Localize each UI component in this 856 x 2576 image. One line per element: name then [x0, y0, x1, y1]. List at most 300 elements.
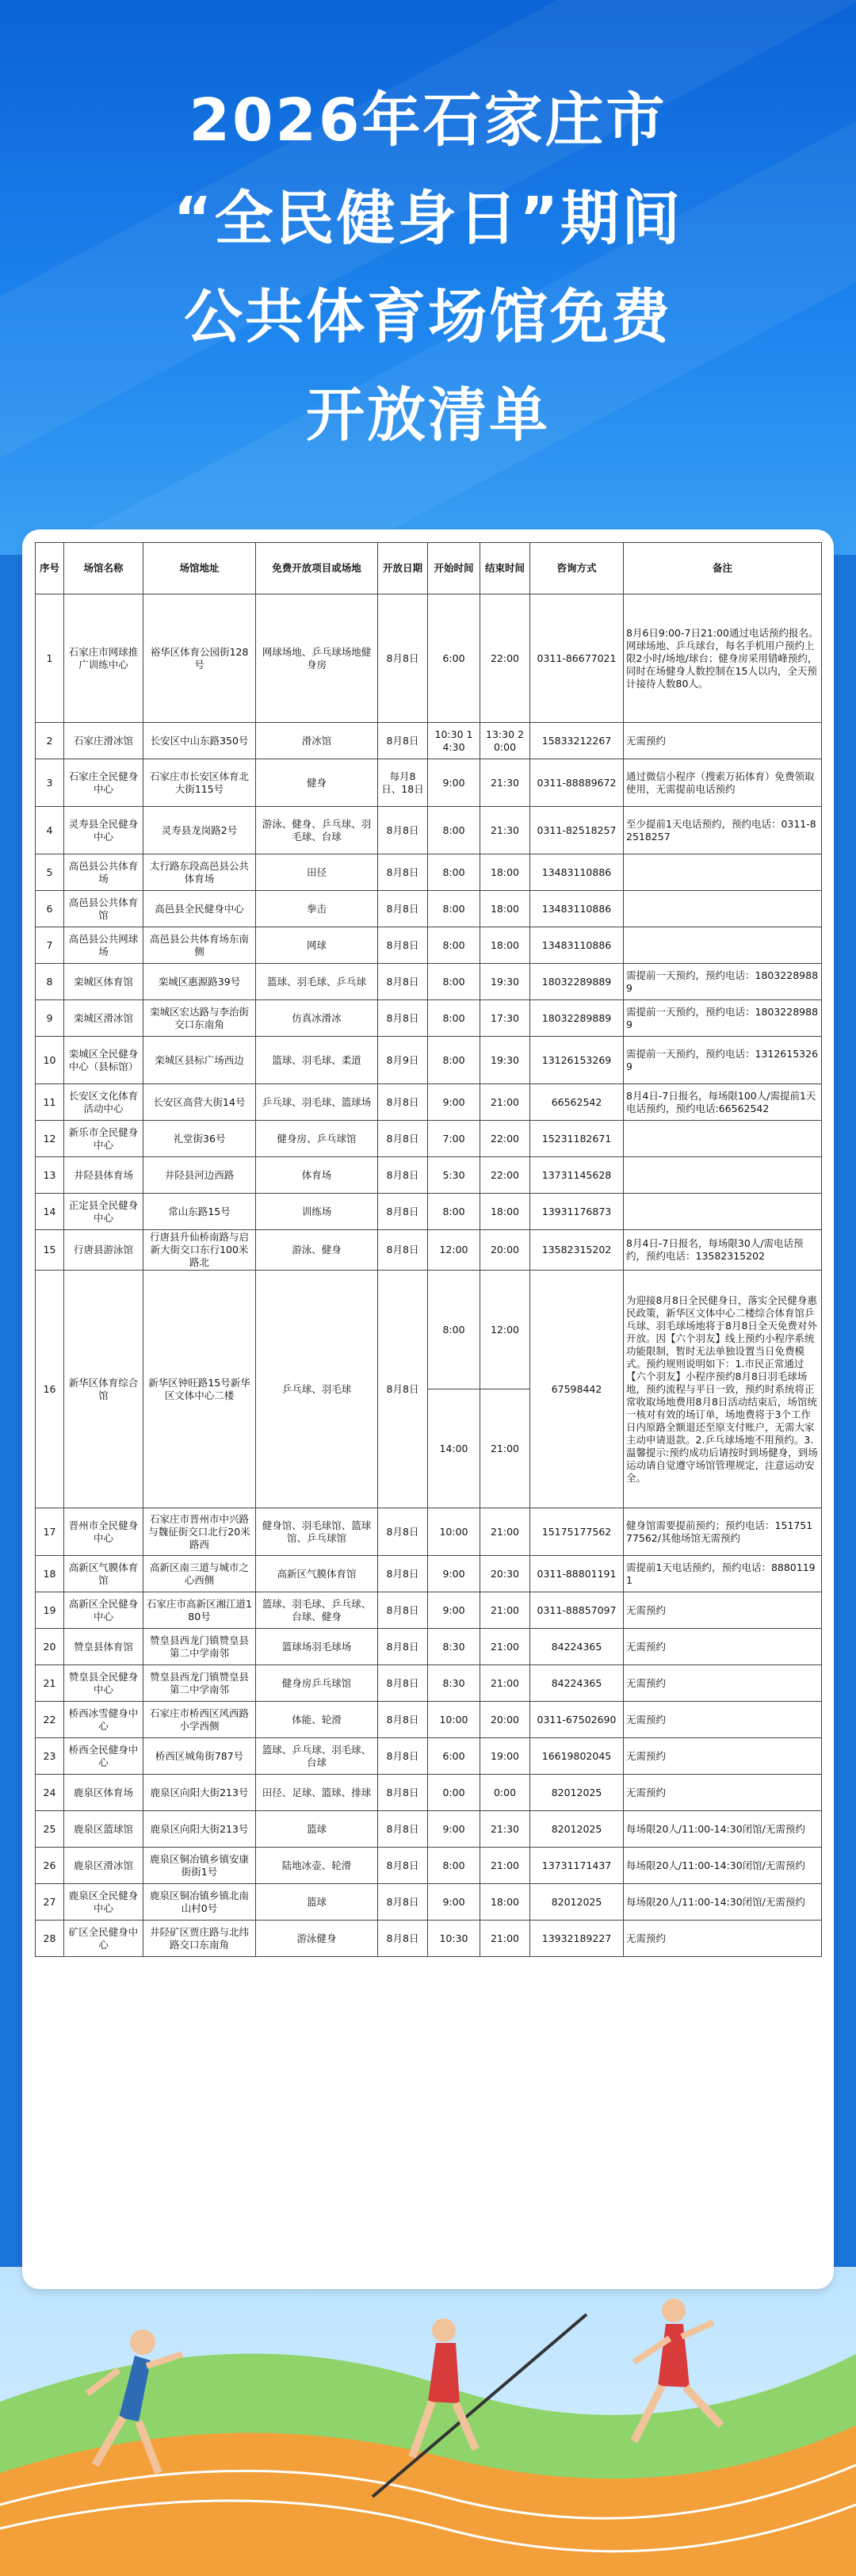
cell-venue-name: 高邑县公共网球场	[64, 927, 143, 964]
cell-phone: 84224365	[530, 1629, 624, 1665]
cell-address: 石家庄市晋州市中兴路与魏征街交口北行20米路西	[143, 1508, 256, 1556]
cell-end-time: 20:00	[480, 1702, 530, 1738]
table-row	[36, 1921, 822, 1957]
cell-start-time: 8:00	[428, 891, 480, 927]
cell-address: 高邑县全民健身中心	[143, 891, 256, 927]
cell-items: 篮球、羽毛球、柔道	[256, 1037, 378, 1084]
cell-venue-name: 桥西全民健身中心	[64, 1738, 143, 1775]
table-row	[36, 1157, 822, 1194]
page-title	[0, 71, 856, 464]
cell-end-time: 21:00	[480, 1848, 530, 1884]
cell-start-time: 9:00	[428, 1884, 480, 1921]
cell-no: 7	[36, 927, 64, 964]
cell-no: 23	[36, 1738, 64, 1775]
cell-date: 8月8日	[378, 1592, 428, 1629]
cell-items: 健身房乒乓球馆	[256, 1665, 378, 1702]
cell-items: 健身	[256, 759, 378, 807]
cell-items: 体育场	[256, 1157, 378, 1194]
cell-phone: 13582315202	[530, 1230, 624, 1271]
cell-note: 至少提前1天电话预约，预约电话：0311-82518257	[624, 807, 822, 854]
cell-end-time: 22:00	[480, 1121, 530, 1157]
cell-date: 8月8日	[378, 1000, 428, 1037]
table-row	[36, 1811, 822, 1848]
cell-address: 栾城区县标广场西边	[143, 1037, 256, 1084]
table-row	[36, 1775, 822, 1811]
cell-phone: 18032289889	[530, 964, 624, 1000]
cell-phone: 15231182671	[530, 1121, 624, 1157]
cell-note: 无需预约	[624, 1775, 822, 1811]
cell-venue-name: 高新区气膜体育馆	[64, 1556, 143, 1592]
cell-start-time: 14:00	[428, 1389, 480, 1508]
cell-note: 健身馆需要提前预约；预约电话：15175177562/其他场馆无需预约	[624, 1508, 822, 1556]
cell-items: 篮球	[256, 1811, 378, 1848]
cell-phone: 0311-67502690	[530, 1702, 624, 1738]
cell-no: 17	[36, 1508, 64, 1556]
cell-start-time: 7:00	[428, 1121, 480, 1157]
cell-no: 6	[36, 891, 64, 927]
cell-no: 21	[36, 1665, 64, 1702]
cell-start-time: 9:00	[428, 1084, 480, 1121]
table-row	[36, 1084, 822, 1121]
cell-note: 无需预约	[624, 1921, 822, 1957]
cell-phone: 0311-88801191	[530, 1556, 624, 1592]
cell-items: 田径、足球、篮球、排球	[256, 1775, 378, 1811]
cell-no: 1	[36, 594, 64, 723]
cell-end-time: 21:00	[480, 1084, 530, 1121]
cell-phone: 13483110886	[530, 854, 624, 891]
cell-items: 体能、轮滑	[256, 1702, 378, 1738]
cell-items: 训练场	[256, 1194, 378, 1230]
cell-start-time: 6:00	[428, 594, 480, 723]
cell-date: 8月8日	[378, 1811, 428, 1848]
table-row	[36, 964, 822, 1000]
cell-end-time: 19:30	[480, 964, 530, 1000]
cell-items: 游泳、健身、乒乓球、羽毛球、台球	[256, 807, 378, 854]
cell-date: 8月8日	[378, 1271, 428, 1508]
cell-venue-name: 鹿泉区篮球馆	[64, 1811, 143, 1848]
cell-no: 10	[36, 1037, 64, 1084]
table-row	[36, 759, 822, 807]
cell-items: 田径	[256, 854, 378, 891]
cell-items: 游泳健身	[256, 1921, 378, 1957]
cell-start-time: 8:00	[428, 964, 480, 1000]
cell-venue-name: 赞皇县全民健身中心	[64, 1665, 143, 1702]
cell-items: 仿真冰滑冰	[256, 1000, 378, 1037]
cell-venue-name: 矿区全民健身中心	[64, 1921, 143, 1957]
header-note: 备注	[624, 543, 822, 594]
cell-phone: 82012025	[530, 1884, 624, 1921]
cell-date: 8月8日	[378, 807, 428, 854]
cell-venue-name: 鹿泉区全民健身中心	[64, 1884, 143, 1921]
cell-no: 15	[36, 1230, 64, 1271]
cell-date: 8月8日	[378, 1629, 428, 1665]
table-row	[36, 854, 822, 891]
cell-venue-name: 新乐市全民健身中心	[64, 1121, 143, 1157]
cell-phone: 13126153269	[530, 1037, 624, 1084]
cell-start-time: 9:00	[428, 759, 480, 807]
title-line: “全民健身日”期间	[173, 185, 683, 253]
cell-phone: 84224365	[530, 1665, 624, 1702]
cell-venue-name: 桥西冰雪健身中心	[64, 1702, 143, 1738]
header-address: 场馆地址	[143, 543, 256, 594]
cell-venue-name: 鹿泉区滑冰馆	[64, 1848, 143, 1884]
cell-items: 健身馆、羽毛球馆、篮球馆、乒乓球馆	[256, 1508, 378, 1556]
header-items: 免费开放项目或场地	[256, 543, 378, 594]
cell-start-time: 8:00	[428, 1000, 480, 1037]
cell-address: 鹿泉区向阳大街213号	[143, 1811, 256, 1848]
cell-address: 井陉矿区贾庄路与北纬路交口东南角	[143, 1921, 256, 1957]
cell-start-time: 8:30	[428, 1665, 480, 1702]
cell-phone: 15175177562	[530, 1508, 624, 1556]
cell-date: 8月8日	[378, 1556, 428, 1592]
cell-venue-name: 石家庄全民健身中心	[64, 759, 143, 807]
cell-note	[624, 1157, 822, 1194]
cell-no: 18	[36, 1556, 64, 1592]
cell-note: 每场限20人/11:00-14:30闭馆/无需预约	[624, 1884, 822, 1921]
cell-end-time: 21:30	[480, 807, 530, 854]
cell-date: 8月8日	[378, 1702, 428, 1738]
cell-no: 8	[36, 964, 64, 1000]
cell-note: 需提前1天电话预约，预约电话：88801191	[624, 1556, 822, 1592]
cell-no: 2	[36, 723, 64, 759]
header-phone: 咨询方式	[530, 543, 624, 594]
cell-items: 健身房、乒乓球馆	[256, 1121, 378, 1157]
cell-venue-name: 井陉县体育场	[64, 1157, 143, 1194]
cell-start-time: 8:00	[428, 807, 480, 854]
cell-end-time: 17:30	[480, 1000, 530, 1037]
cell-date: 8月8日	[378, 1884, 428, 1921]
cell-note: 8月4日-7日报名，每场限100人/需提前1天电话预约，预约电话:66562542	[624, 1084, 822, 1121]
cell-items: 乒乓球、羽毛球、篮球场	[256, 1084, 378, 1121]
cell-note	[624, 854, 822, 891]
cell-venue-name: 赞皇县体育馆	[64, 1629, 143, 1665]
cell-start-time: 8:00	[428, 1194, 480, 1230]
cell-address: 高新区南三道与城市之心西侧	[143, 1556, 256, 1592]
cell-venue-name: 晋州市全民健身中心	[64, 1508, 143, 1556]
table-row	[36, 927, 822, 964]
cell-end-time: 18:00	[480, 1194, 530, 1230]
cell-end-time: 18:00	[480, 1884, 530, 1921]
cell-no: 25	[36, 1811, 64, 1848]
cell-address: 赞皇县西龙门镇赞皇县第二中学南邻	[143, 1665, 256, 1702]
cell-end-time: 18:00	[480, 854, 530, 891]
cell-note: 无需预约	[624, 1702, 822, 1738]
cell-end-time: 21:30	[480, 1811, 530, 1848]
cell-end-time: 18:00	[480, 891, 530, 927]
cell-date: 8月8日	[378, 594, 428, 723]
cell-note: 8月4日-7日报名，每场限30人/需电话预约，预约电话：13582315202	[624, 1230, 822, 1271]
table-row	[36, 807, 822, 854]
cell-end-time: 21:00	[480, 1629, 530, 1665]
cell-venue-name: 栾城区全民健身中心（县标馆）	[64, 1037, 143, 1084]
cell-venue-name: 长安区文化体育活动中心	[64, 1084, 143, 1121]
table-body	[36, 594, 822, 1957]
cell-address: 长安区中山东路350号	[143, 723, 256, 759]
cell-phone: 16619802045	[530, 1738, 624, 1775]
cell-end-time: 21:00	[480, 1592, 530, 1629]
table-row	[36, 1702, 822, 1738]
cell-address: 鹿泉区向阳大街213号	[143, 1775, 256, 1811]
table-header-row	[36, 543, 822, 594]
cell-no: 22	[36, 1702, 64, 1738]
cell-date: 8月8日	[378, 1230, 428, 1271]
header-venue-name: 场馆名称	[64, 543, 143, 594]
table-row	[36, 1037, 822, 1084]
cell-phone: 13731171437	[530, 1848, 624, 1884]
cell-phone: 82012025	[530, 1811, 624, 1848]
footer-illustration	[0, 2267, 856, 2576]
cell-no: 13	[36, 1157, 64, 1194]
cell-address: 高邑县公共体育场东南侧	[143, 927, 256, 964]
cell-phone: 13483110886	[530, 927, 624, 964]
cell-end-time: 18:00	[480, 927, 530, 964]
cell-note	[624, 927, 822, 964]
cell-phone: 82012025	[530, 1775, 624, 1811]
cell-end-time: 22:00	[480, 594, 530, 723]
table-row	[36, 1629, 822, 1665]
cell-no: 3	[36, 759, 64, 807]
cell-end-time: 12:00	[480, 1271, 530, 1389]
cell-end-time: 21:30	[480, 759, 530, 807]
cell-items: 游泳、健身	[256, 1230, 378, 1271]
table-row	[36, 1194, 822, 1230]
cell-end-time: 19:00	[480, 1738, 530, 1775]
cell-date: 8月8日	[378, 927, 428, 964]
table-row	[36, 1556, 822, 1592]
table-row	[36, 1848, 822, 1884]
cell-phone: 0311-88857097	[530, 1592, 624, 1629]
table-row	[36, 891, 822, 927]
cell-start-time: 10:00	[428, 1702, 480, 1738]
cell-date: 8月8日	[378, 1921, 428, 1957]
cell-start-time: 0:00	[428, 1775, 480, 1811]
cell-items: 篮球	[256, 1884, 378, 1921]
cell-address: 赞皇县西龙门镇赞皇县第二中学南邻	[143, 1629, 256, 1665]
venue-table	[35, 542, 822, 1957]
cell-address: 礼堂街36号	[143, 1121, 256, 1157]
cell-start-time: 6:00	[428, 1738, 480, 1775]
cell-note: 通过微信小程序（搜索万拓体育）免费领取使用，无需提前电话预约	[624, 759, 822, 807]
table-row	[36, 1884, 822, 1921]
cell-note: 每场限20人/11:00-14:30闭馆/无需预约	[624, 1811, 822, 1848]
cell-no: 16	[36, 1271, 64, 1508]
cell-address: 长安区高营大街14号	[143, 1084, 256, 1121]
table-row	[36, 1665, 822, 1702]
cell-venue-name: 栾城区滑冰馆	[64, 1000, 143, 1037]
cell-note: 需提前一天预约，预约电话：13126153269	[624, 1037, 822, 1084]
cell-date: 8月8日	[378, 964, 428, 1000]
cell-end-time: 19:30	[480, 1037, 530, 1084]
cell-items: 网球场地、乒乓球场地健身房	[256, 594, 378, 723]
table-row	[36, 1508, 822, 1556]
cell-date: 8月8日	[378, 1775, 428, 1811]
header-end-time: 结束时间	[480, 543, 530, 594]
cell-note: 无需预约	[624, 1665, 822, 1702]
cell-note: 需提前一天预约，预约电话：18032289889	[624, 964, 822, 1000]
cell-address: 常山东路15号	[143, 1194, 256, 1230]
cell-end-time: 21:00	[480, 1665, 530, 1702]
table-row	[36, 594, 822, 723]
cell-phone: 13731145628	[530, 1157, 624, 1194]
cell-start-time: 8:00	[428, 1037, 480, 1084]
cell-address: 石家庄市高新区湘江道180号	[143, 1592, 256, 1629]
cell-phone: 15833212267	[530, 723, 624, 759]
cell-no: 14	[36, 1194, 64, 1230]
cell-items: 篮球、羽毛球、乒乓球	[256, 964, 378, 1000]
cell-end-time: 21:00	[480, 1508, 530, 1556]
cell-date: 8月8日	[378, 891, 428, 927]
cell-no: 24	[36, 1775, 64, 1811]
cell-phone: 13483110886	[530, 891, 624, 927]
title-line: 公共体育场馆免费	[184, 283, 672, 351]
cell-date: 8月9日	[378, 1037, 428, 1084]
cell-items: 滑冰馆	[256, 723, 378, 759]
cell-phone: 66562542	[530, 1084, 624, 1121]
cell-start-time: 5:30	[428, 1157, 480, 1194]
table-row	[36, 1592, 822, 1629]
header-start-time: 开始时间	[428, 543, 480, 594]
cell-note	[624, 891, 822, 927]
cell-address: 行唐县升仙桥南路与启新大街交口东行100米路北	[143, 1230, 256, 1271]
cell-venue-name: 石家庄市网球推广训练中心	[64, 594, 143, 723]
cell-items: 乒乓球、羽毛球	[256, 1271, 378, 1508]
cell-date: 8月8日	[378, 1508, 428, 1556]
header-no: 序号	[36, 543, 64, 594]
table-row	[36, 1230, 822, 1271]
cell-note: 无需预约	[624, 1592, 822, 1629]
cell-note	[624, 1121, 822, 1157]
table-row	[36, 1271, 822, 1389]
cell-date: 8月8日	[378, 1738, 428, 1775]
cell-start-time: 9:00	[428, 1811, 480, 1848]
cell-date: 8月8日	[378, 1848, 428, 1884]
cell-venue-name: 正定县全民健身中心	[64, 1194, 143, 1230]
cell-items: 陆地冰壶、轮滑	[256, 1848, 378, 1884]
cell-address: 太行路东段高邑县公共体育场	[143, 854, 256, 891]
header-date: 开放日期	[378, 543, 428, 594]
cell-note: 无需预约	[624, 1629, 822, 1665]
cell-address: 桥西区城角街787号	[143, 1738, 256, 1775]
cell-phone: 0311-88889672	[530, 759, 624, 807]
cell-end-time: 0:00	[480, 1775, 530, 1811]
cell-address: 石家庄市桥西区风西路小学西侧	[143, 1702, 256, 1738]
cell-address: 鹿泉区铜冶镇乡镇安康街街1号	[143, 1848, 256, 1884]
cell-end-time: 21:00	[480, 1921, 530, 1957]
cell-venue-name: 行唐县游泳馆	[64, 1230, 143, 1271]
cell-phone: 0311-86677021	[530, 594, 624, 723]
cell-items: 篮球、乒乓球、羽毛球、台球	[256, 1738, 378, 1775]
cell-venue-name: 高邑县公共体育馆	[64, 891, 143, 927]
cell-end-time: 21:00	[480, 1389, 530, 1508]
cell-address: 灵寿县龙岗路2号	[143, 807, 256, 854]
cell-end-time: 22:00	[480, 1157, 530, 1194]
title-line: 开放清单	[306, 381, 550, 449]
cell-date: 8月8日	[378, 854, 428, 891]
cell-note: 无需预约	[624, 1738, 822, 1775]
cell-note: 无需预约	[624, 723, 822, 759]
cell-start-time: 8:00	[428, 927, 480, 964]
cell-venue-name: 高新区全民健身中心	[64, 1592, 143, 1629]
cell-phone: 67598442	[530, 1271, 624, 1508]
cell-note: 每场限20人/11:00-14:30闭馆/无需预约	[624, 1848, 822, 1884]
cell-phone: 13931176873	[530, 1194, 624, 1230]
cell-items: 高新区气膜体育馆	[256, 1556, 378, 1592]
table-row	[36, 1000, 822, 1037]
cell-address: 栾城区宏达路与李治街交口东南角	[143, 1000, 256, 1037]
cell-no: 28	[36, 1921, 64, 1957]
cell-no: 11	[36, 1084, 64, 1121]
cell-start-time: 10:30 14:30	[428, 723, 480, 759]
cell-start-time: 9:00	[428, 1556, 480, 1592]
cell-start-time: 8:00	[428, 1271, 480, 1389]
cell-venue-name: 栾城区体育馆	[64, 964, 143, 1000]
cell-start-time: 10:30	[428, 1921, 480, 1957]
cell-start-time: 8:30	[428, 1629, 480, 1665]
cell-items: 网球	[256, 927, 378, 964]
cell-start-time: 10:00	[428, 1508, 480, 1556]
sports-scene-illustration	[0, 2267, 856, 2576]
cell-end-time: 13:30 20:00	[480, 723, 530, 759]
cell-date: 8月8日	[378, 1084, 428, 1121]
cell-date: 8月8日	[378, 1157, 428, 1194]
cell-end-time: 20:00	[480, 1230, 530, 1271]
cell-no: 19	[36, 1592, 64, 1629]
cell-note	[624, 1194, 822, 1230]
cell-venue-name: 石家庄滑冰馆	[64, 723, 143, 759]
title-line: 2026年石家庄市	[189, 86, 667, 155]
cell-no: 26	[36, 1848, 64, 1884]
cell-phone: 18032289889	[530, 1000, 624, 1037]
cell-no: 5	[36, 854, 64, 891]
table-row	[36, 1738, 822, 1775]
cell-address: 石家庄市长安区体育北大街115号	[143, 759, 256, 807]
cell-start-time: 8:00	[428, 854, 480, 891]
cell-phone: 0311-82518257	[530, 807, 624, 854]
cell-address: 裕华区体育公园街128号	[143, 594, 256, 723]
cell-end-time: 20:30	[480, 1556, 530, 1592]
cell-address: 新华区钟旺路15号新华区文体中心二楼	[143, 1271, 256, 1508]
cell-date: 8月8日	[378, 1194, 428, 1230]
cell-venue-name: 高邑县公共体育场	[64, 854, 143, 891]
cell-no: 4	[36, 807, 64, 854]
cell-venue-name: 灵寿县全民健身中心	[64, 807, 143, 854]
cell-phone: 13932189227	[530, 1921, 624, 1957]
cell-note: 8月6日9:00-7日21:00通过电话预约报名。网球场地、乒乓球台，每名手机用户预约上限2小时/场地/球台；健身房采用错峰预约，同时在场健身人数控制在15人以内，全天预计接待人数80人。	[624, 594, 822, 723]
cell-date: 8月8日	[378, 1121, 428, 1157]
cell-address: 鹿泉区铜冶镇乡镇北南山村0号	[143, 1884, 256, 1921]
cell-venue-name: 鹿泉区体育场	[64, 1775, 143, 1811]
cell-no: 20	[36, 1629, 64, 1665]
cell-note: 需提前一天预约，预约电话：18032289889	[624, 1000, 822, 1037]
cell-note: 为迎接8月8日全民健身日，落实全民健身惠民政策，新华区文体中心二楼综合体育馆乒乓球、羽毛球场地将于8月8日全天免费对外开放。因【六个羽友】线上预约小程序系统功能限制，暂时无法单独设置当日免费模式。预约规则说明如下：1.市民正常通过【六个羽友】小程序预约8月8日羽毛球场地，预约流程与平日一致，预约时系统将正常收取场地费用8月8日活动结束后，场馆统一核对有效的场订单，场地费将于3个工作日内原路全额退还至原支付账户，无需大家主动申请退款。2.乒乓球场地不用预约。3.温馨提示:预约成功后请按时到场健身，到场运动请自觉遵守场馆管理规定，注意运动安全。	[624, 1271, 822, 1508]
table-row	[36, 723, 822, 759]
cell-no: 12	[36, 1121, 64, 1157]
cell-items: 篮球场羽毛球场	[256, 1629, 378, 1665]
cell-items: 篮球、羽毛球、乒乓球、台球、健身	[256, 1592, 378, 1629]
table-row	[36, 1121, 822, 1157]
cell-date: 每月8日、18日	[378, 759, 428, 807]
cell-date: 8月8日	[378, 1665, 428, 1702]
cell-venue-name: 新华区体育综合馆	[64, 1271, 143, 1508]
cell-no: 27	[36, 1884, 64, 1921]
cell-items: 拳击	[256, 891, 378, 927]
cell-no: 9	[36, 1000, 64, 1037]
cell-address: 井陉县河边西路	[143, 1157, 256, 1194]
cell-start-time: 9:00	[428, 1592, 480, 1629]
cell-date: 8月8日	[378, 723, 428, 759]
cell-address: 栾城区惠源路39号	[143, 964, 256, 1000]
cell-start-time: 12:00	[428, 1230, 480, 1271]
